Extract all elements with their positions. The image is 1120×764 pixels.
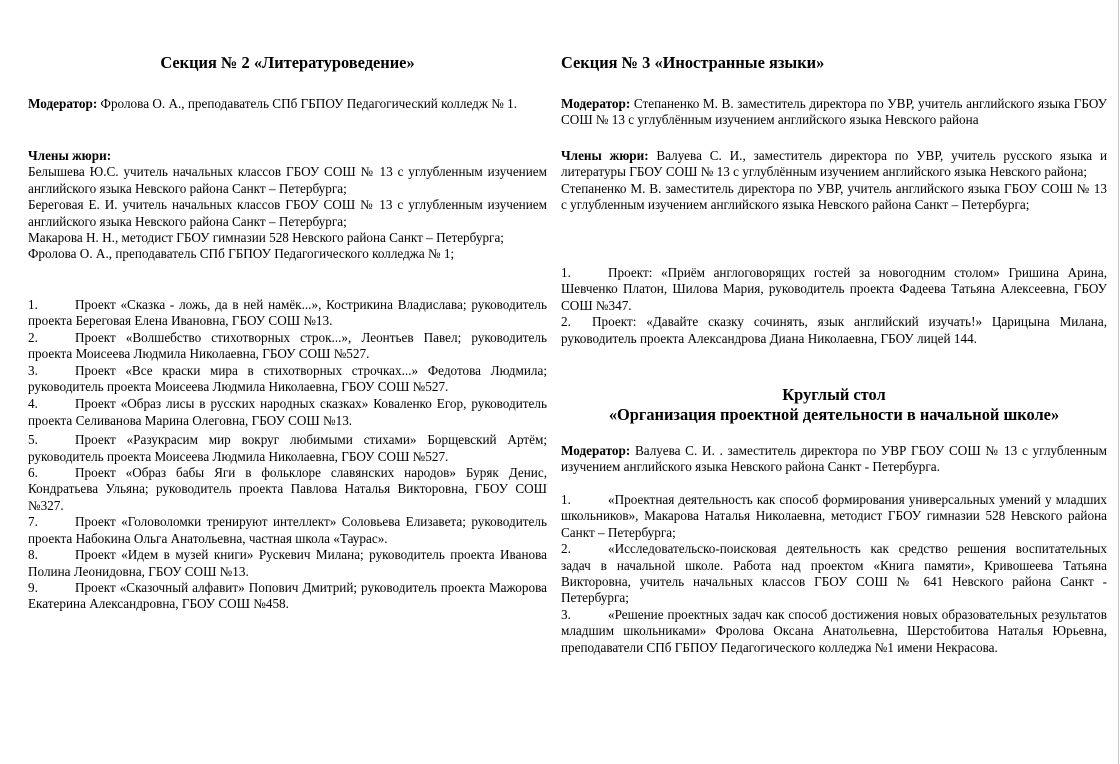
section-2-jury	[28, 148, 547, 263]
item-text: «Исследовательско-поисковая деятельность как средство решения воспитательных задач в начальной школе. Работа над проектом «Книга памяти», Кривошеева Татьяна Викторовна, учитель начальных классов ГБОУ СОШ № 641 Невского района Санкт - Петербурга;	[561, 541, 1107, 606]
project-item	[28, 330, 547, 363]
item-number: 2.	[561, 541, 571, 557]
project-text: Проект «Образ бабы Яги в фольклоре славянских народов» Буряк Денис, Кондратьева Ульяна; руководитель проекта Павлова Наталья Викторовна, ГБОУ СОШ №327.	[28, 465, 547, 513]
round-table-item	[561, 492, 1107, 541]
jury-member: Фролова О. А., преподаватель СПб ГБПОУ Педагогического колледжа № 1;	[28, 246, 455, 262]
project-item	[561, 265, 1107, 314]
project-number: 2.	[28, 329, 38, 345]
moderator-text: Валуева С. И. . заместитель директора по УВР ГБОУ СОШ № 13 с углубленным изучением английского языка Невского района Санкт - Петербурга.	[561, 443, 1107, 475]
project-number: 1.	[561, 265, 571, 280]
section-3-moderator	[561, 96, 1107, 129]
item-text: «Проектная деятельность как способ формирования универсальных умений у младших школьников», Макарова Наталья Николаевна, методист ГБОУ гимназии 528 Невского района Санкт – Петербурга;	[561, 492, 1107, 540]
round-table-items	[561, 492, 1107, 656]
project-text: Проект «Образ лисы в русских народных сказках» Коваленко Егор, руководитель проекта Селиванова Марина Олеговна, ГБОУ СОШ №13.	[28, 396, 547, 428]
project-item	[28, 465, 547, 514]
project-number: 9.	[28, 579, 38, 595]
jury-member: Береговая Е. И. учитель начальных классов ГБОУ СОШ № 13 с углубленным изучением английского языка Невского района Санкт – Петербурга;	[28, 197, 547, 229]
moderator-label: Модератор:	[561, 443, 631, 458]
round-table-item	[561, 541, 1107, 607]
project-text: Проект «Сказочный алфавит» Попович Дмитрий; руководитель проекта Мажорова Екатерина Александровна, ГБОУ СОШ №458.	[28, 579, 547, 612]
round-table-title-line-2: «Организация проектной деятельности в начальной школе»	[608, 405, 1060, 424]
item-number: 1.	[561, 492, 571, 507]
project-item	[28, 297, 547, 330]
jury-member-text: Валуева С. И., заместитель директора по УВР, учитель русского языка и литературы ГБОУ СОШ № 13 с углублённым изучением английского языка Невского района;	[561, 148, 1107, 180]
item-text: «Решение проектных задач как способ достижения новых образовательных результатов младшим школьниками» Фролова Оксана Анатольевна, Шерстобитова Наталья Юрьевна, преподаватели СПб ГБПОУ Педагогического колледжа №1 имени Некрасова.	[561, 606, 1107, 655]
project-text: Проект «Головоломки тренируют интеллект» Соловьева Елизавета; руководитель проекта Набокина Ольга Анатольевна, частная школа «Таурас».	[28, 514, 547, 546]
project-item	[28, 363, 547, 396]
project-number: 7.	[28, 514, 38, 530]
project-item	[28, 580, 547, 613]
project-item	[28, 547, 547, 580]
project-text: Проект: «Приём англоговорящих гостей за новогодним столом» Гришина Арина, Шевченко Платон, Шилова Мария, руководитель проекта Фадеева Татьяна Алексеевна, ГБОУ СОШ №347.	[561, 265, 1107, 313]
project-number: 3.	[28, 362, 38, 378]
item-number: 3.	[561, 606, 571, 622]
project-text: Проект «Идем в музей книги» Рускевич Милана; руководитель проекта Иванова Полина Леонидовна, ГБОУ СОШ №13.	[28, 547, 547, 579]
moderator-text: Степаненко М. В. заместитель директора по УВР, учитель английского языка ГБОУ СОШ № 13 с углублённым изучением английского языка Невского района	[561, 96, 1107, 128]
section-3-title: Секция № 3 «Иностранные языки»	[561, 53, 825, 72]
jury-label: Члены жюри:	[28, 148, 112, 163]
round-table-item	[561, 607, 1107, 656]
project-item	[28, 396, 547, 429]
project-text: Проект: «Давайте сказку сочинять, язык английский изучать!» Царицына Милана, руководитель проекта Александрова Диана Николаевна, ГБОУ лицей 144.	[561, 314, 1107, 346]
project-number: 5.	[28, 432, 38, 448]
jury-member: Степаненко М. В. заместитель директора по УВР, учитель английского языка ГБОУ СОШ № 13 с углубленным изучением английского языка Невского района Санкт – Петербурга;	[561, 180, 1107, 213]
project-number: 6.	[28, 465, 38, 481]
jury-member	[561, 148, 1107, 181]
project-number: 8.	[28, 547, 38, 563]
jury-member: Макарова Н. Н., методист ГБОУ гимназии 528 Невского района Санкт – Петербурга;	[28, 230, 504, 246]
project-text: Проект «Волшебство стихотворных строк...», Леонтьев Павел; руководитель проекта Моисеева Людмила Николаевна, ГБОУ СОШ №527.	[28, 329, 547, 362]
project-number: 2.	[561, 314, 571, 330]
moderator-label: Модератор:	[561, 96, 631, 111]
project-number: 1.	[28, 297, 38, 312]
project-text: Проект «Все краски мира в стихотворных строчках...» Федотова Людмила; руководитель проекта Моисеева Людмила Николаевна, ГБОУ СОШ №527.	[28, 362, 547, 395]
section-2-moderator	[28, 96, 547, 112]
project-item	[561, 314, 1107, 347]
round-table-title-line-1: Круглый стол	[782, 385, 886, 404]
moderator-label: Модератор:	[28, 96, 98, 111]
jury-member: Белышева Ю.С. учитель начальных классов ГБОУ СОШ № 13 с углубленным изучением английского языка Невского района Санкт – Петербурга;	[28, 164, 547, 196]
moderator-text: Фролова О. А., преподаватель СПб ГБПОУ Педагогический колледж № 1.	[97, 96, 518, 111]
section-3-projects	[561, 265, 1107, 347]
section-2-projects	[28, 297, 547, 613]
round-table-moderator	[561, 443, 1107, 476]
page-edge	[1118, 0, 1119, 764]
project-item	[28, 432, 547, 465]
jury-label: Члены жюри:	[561, 148, 649, 163]
round-table-title	[561, 385, 1107, 425]
section-3-jury	[561, 148, 1107, 214]
project-number: 4.	[28, 396, 38, 412]
section-2-title: Секция № 2 «Литературоведение»	[160, 53, 415, 72]
project-text: Проект «Разукрасим мир вокруг любимыми стихами» Борщевский Артём; руководитель проекта Моисеева Людмила Николаевна, ГБОУ СОШ №527.	[28, 432, 547, 464]
project-item	[28, 514, 547, 547]
project-text: Проект «Сказка - ложь, да в ней намёк...», Кострикина Владислава; руководитель проекта Береговая Елена Ивановна, ГБОУ СОШ №13.	[28, 297, 547, 329]
